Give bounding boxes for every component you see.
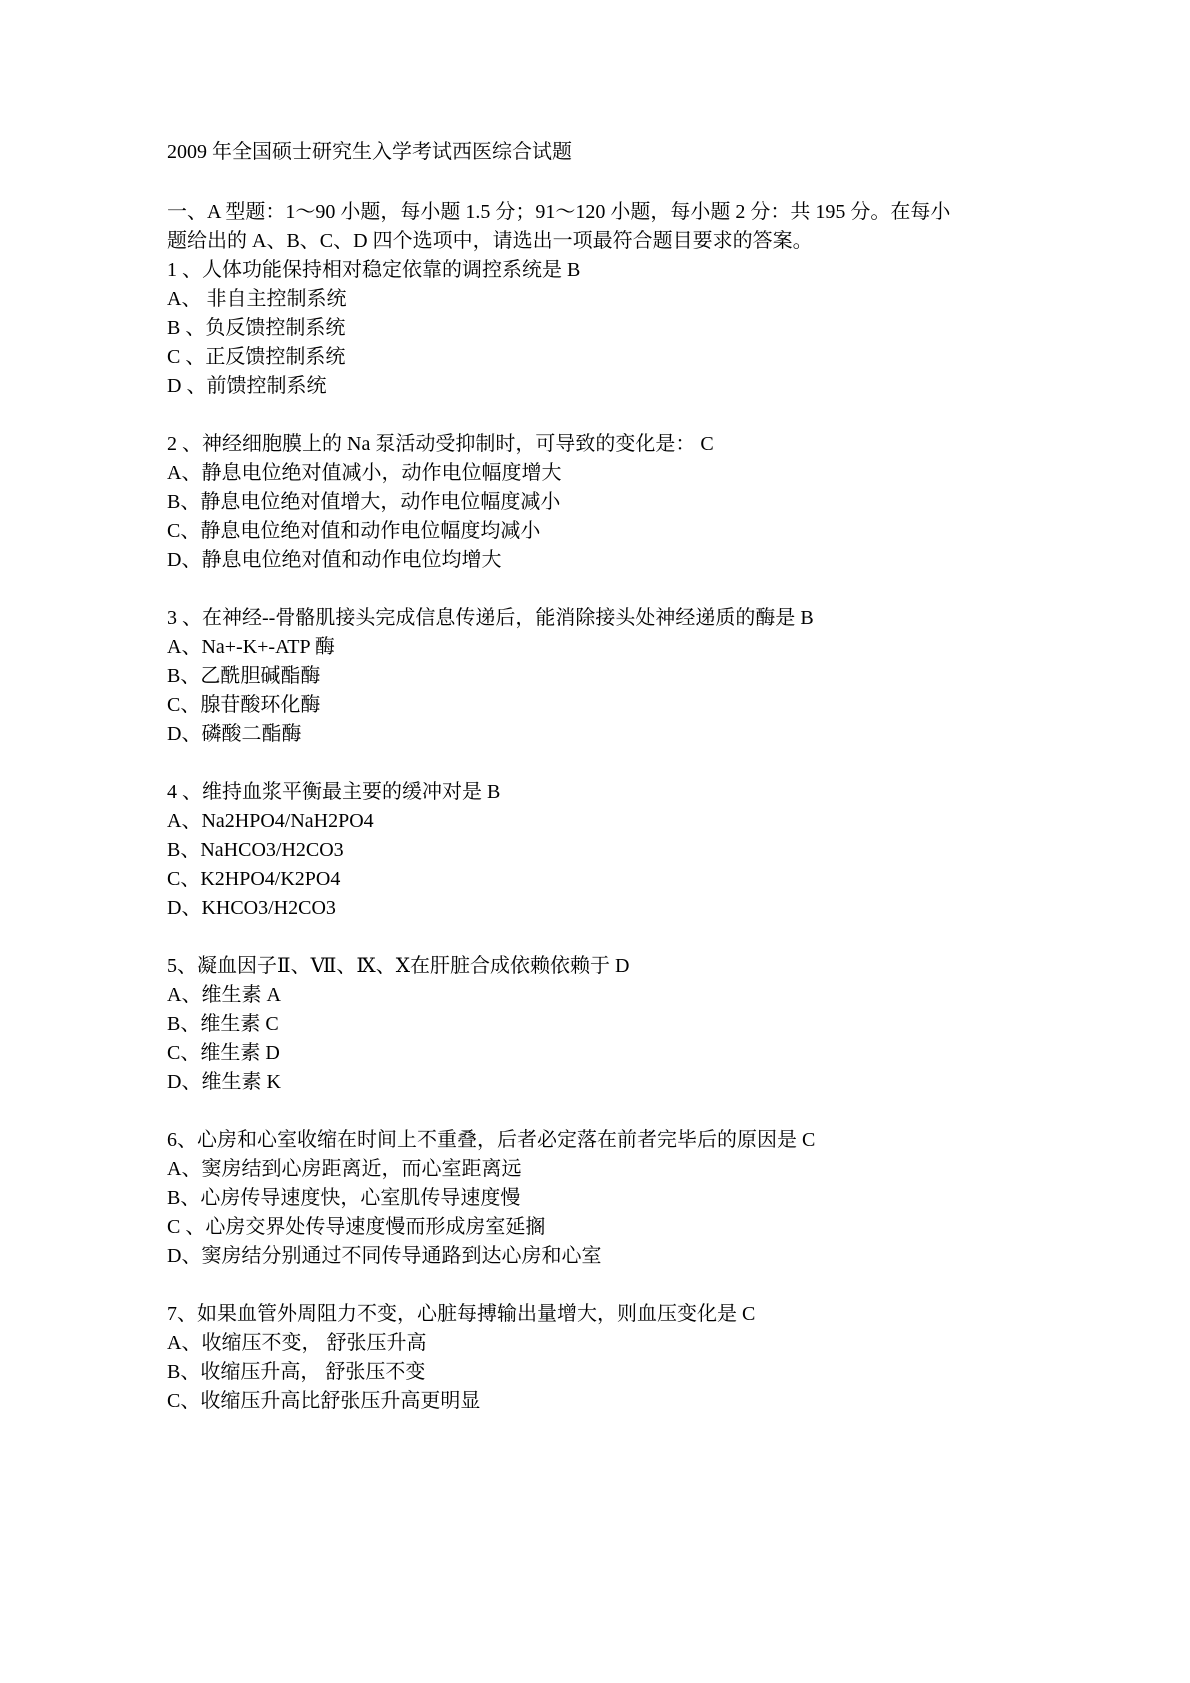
question-option: B、乙酰胆碱酯酶: [167, 665, 321, 687]
question-block: [167, 1300, 1070, 1416]
section-a-instructions: [167, 198, 1070, 256]
question-option: D、窦房结分别通过不同传导通路到达心房和心室: [167, 1245, 602, 1267]
question-option: B、NaHCO3/H2CO3: [167, 839, 344, 861]
question-stem: [167, 778, 1070, 807]
question-option: B 、负反馈控制系统: [167, 317, 346, 339]
question-answer: B: [800, 607, 814, 629]
question-block: [167, 256, 1070, 401]
question-answer: C: [742, 1303, 756, 1325]
question-block: [167, 778, 1070, 923]
question-option: C 、正反馈控制系统: [167, 346, 346, 368]
question-answer: C: [700, 433, 714, 455]
question-option: D、静息电位绝对值和动作电位均增大: [167, 549, 502, 571]
question-block: [167, 1126, 1070, 1271]
question-option: C、维生素 D: [167, 1042, 280, 1064]
question-answer: B: [487, 781, 501, 803]
question-option: D 、前馈控制系统: [167, 375, 327, 397]
question-option: C、K2HPO4/K2PO4: [167, 868, 341, 890]
question-block: [167, 952, 1070, 1097]
question-option: D、维生素 K: [167, 1071, 281, 1093]
question-stem: [167, 952, 1070, 981]
question-option: A、收缩压不变， 舒张压升高: [167, 1332, 427, 1354]
question-stem-text: 5、凝血因子Ⅱ、Ⅶ、Ⅸ、Ⅹ在肝脏合成依赖依赖于: [167, 955, 610, 977]
question-stem-text: 4 、维持血浆平衡最主要的缓冲对是: [167, 781, 482, 803]
question-option: B、心房传导速度快，心室肌传导速度慢: [167, 1187, 521, 1209]
question-answer: B: [567, 259, 581, 281]
instructions-line: 一、A 型题：1～90 小题，每小题 1.5 分；91～120 小题，每小题 2 分：共 195 分。在每小: [167, 201, 951, 223]
question-option: D、磷酸二酯酶: [167, 723, 302, 745]
question-stem-text: 3 、在神经--骨骼肌接头完成信息传递后，能消除接头处神经递质的酶是: [167, 607, 796, 629]
question-stem: [167, 1126, 1070, 1155]
question-stem: [167, 604, 1070, 633]
question-option: A、Na2HPO4/NaH2PO4: [167, 810, 374, 832]
question-option: C、静息电位绝对值和动作电位幅度均减小: [167, 520, 541, 542]
question-answer: C: [802, 1129, 816, 1151]
question-option: A、 非自主控制系统: [167, 288, 347, 310]
instructions-line: 题给出的 A、B、C、D 四个选项中，请选出一项最符合题目要求的答案。: [167, 230, 813, 252]
questions-container: [167, 256, 1070, 1416]
question-block: [167, 430, 1070, 575]
question-option: B、收缩压升高， 舒张压不变: [167, 1361, 426, 1383]
question-option: C、收缩压升高比舒张压升高更明显: [167, 1390, 481, 1412]
question-option: A、窦房结到心房距离近，而心室距离远: [167, 1158, 522, 1180]
question-stem-text: 6、心房和心室收缩在时间上不重叠，后者必定落在前者完毕后的原因是: [167, 1129, 797, 1151]
question-block: [167, 604, 1070, 749]
question-stem-text: 2 、神经细胞膜上的 Na 泵活动受抑制时，可导致的变化是：: [167, 433, 696, 455]
question-option: D、KHCO3/H2CO3: [167, 897, 336, 919]
question-stem: [167, 256, 1070, 285]
question-stem: [167, 430, 1070, 459]
page-title: 2009 年全国硕士研究生入学考试西医综合试题: [167, 141, 572, 163]
question-option: A、静息电位绝对值减小，动作电位幅度增大: [167, 462, 562, 484]
question-option: A、维生素 A: [167, 984, 281, 1006]
question-option: B、维生素 C: [167, 1013, 279, 1035]
question-option: B、静息电位绝对值增大，动作电位幅度减小: [167, 491, 561, 513]
question-option: A、Na+-K+-ATP 酶: [167, 636, 335, 658]
question-stem: [167, 1300, 1070, 1329]
question-answer: D: [614, 955, 630, 977]
question-stem-text: 7、如果血管外周阻力不变，心脏每搏输出量增大，则血压变化是: [167, 1303, 737, 1325]
question-option: C 、心房交界处传导速度慢而形成房室延搁: [167, 1216, 546, 1238]
question-stem-text: 1 、人体功能保持相对稳定依靠的调控系统是: [167, 259, 562, 281]
question-option: C、腺苷酸环化酶: [167, 694, 321, 716]
